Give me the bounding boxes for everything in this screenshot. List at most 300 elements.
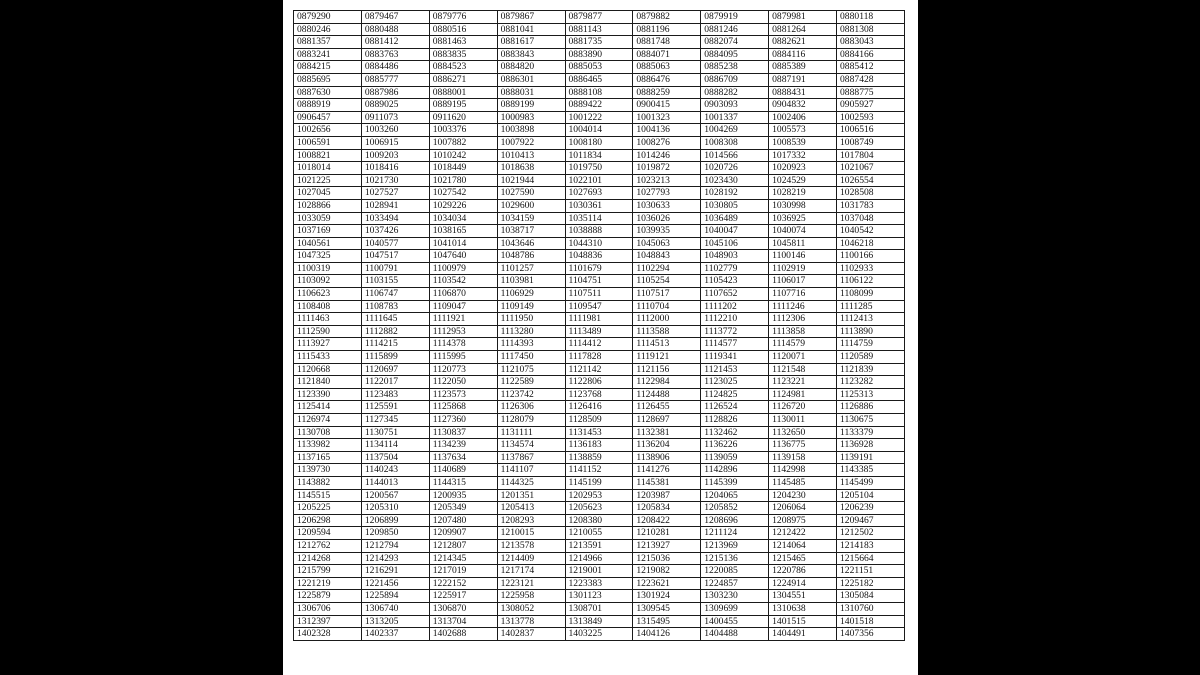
table-cell: 1122589 [497,376,565,389]
table-row [294,602,905,615]
table-cell: 1123768 [565,388,633,401]
table-cell: 0883043 [837,36,905,49]
table-cell: 1018014 [294,162,362,175]
table-cell: 1145399 [701,476,769,489]
table-row [294,162,905,175]
table-cell: 0889195 [429,99,497,112]
table-cell: 1124488 [633,388,701,401]
table-cell: 1213927 [633,539,701,552]
table-cell: 1134574 [497,439,565,452]
table-cell: 1205349 [429,502,497,515]
table-cell: 1223121 [497,577,565,590]
table-cell: 1130837 [429,426,497,439]
table-cell: 1117450 [497,351,565,364]
table-cell: 1121839 [837,363,905,376]
table-cell: 1130708 [294,426,362,439]
table-cell: 1047325 [294,250,362,263]
table-cell: 0883241 [294,48,362,61]
table-cell: 1213969 [701,539,769,552]
table-cell: 0886465 [565,73,633,86]
table-cell: 1114759 [837,338,905,351]
table-cell: 1105423 [701,275,769,288]
table-cell: 1140243 [361,464,429,477]
table-cell: 1048903 [701,250,769,263]
table-cell: 1217019 [429,565,497,578]
table-cell: 0879882 [633,11,701,24]
table-cell: 0885063 [633,61,701,74]
table-row [294,250,905,263]
table-cell: 1037426 [361,225,429,238]
table-row [294,426,905,439]
table-cell: 1139730 [294,464,362,477]
table-cell: 1401518 [837,615,905,628]
table-cell: 1144013 [361,476,429,489]
table-row [294,565,905,578]
table-cell: 0885053 [565,61,633,74]
table-cell: 1027542 [429,187,497,200]
table-cell: 1044310 [565,237,633,250]
table-cell: 1101257 [497,262,565,275]
table-cell: 1211124 [701,527,769,540]
table-cell: 1132462 [701,426,769,439]
table-cell: 1103542 [429,275,497,288]
table-cell: 1137504 [361,451,429,464]
table-cell: 1029226 [429,199,497,212]
table-cell: 1004014 [565,124,633,137]
table-cell: 1312397 [294,615,362,628]
table-cell: 0881041 [497,23,565,36]
table-cell: 1400455 [701,615,769,628]
table-cell: 0889422 [565,99,633,112]
table-cell: 1207480 [429,514,497,527]
table-cell: 1132650 [769,426,837,439]
table-cell: 1114579 [769,338,837,351]
table-cell: 1028508 [837,187,905,200]
table-cell: 1103981 [497,275,565,288]
table-row [294,86,905,99]
table-cell: 1112306 [769,313,837,326]
table-cell: 1018416 [361,162,429,175]
table-cell: 1038717 [497,225,565,238]
table-cell: 1133379 [837,426,905,439]
table-row [294,502,905,515]
table-row [294,376,905,389]
table-cell: 1205852 [701,502,769,515]
table-cell: 1220786 [769,565,837,578]
table-cell: 1035114 [565,212,633,225]
table-cell: 1113772 [701,325,769,338]
table-cell: 1114393 [497,338,565,351]
table-cell: 0903093 [701,99,769,112]
table-cell: 1219001 [565,565,633,578]
table-row [294,451,905,464]
table-cell: 1109047 [429,300,497,313]
table-cell: 1111950 [497,313,565,326]
table-cell: 1112590 [294,325,362,338]
table-cell: 0881308 [837,23,905,36]
table-row [294,124,905,137]
table-cell: 1126306 [497,401,565,414]
table-cell: 0880118 [837,11,905,24]
table-cell: 1010242 [429,149,497,162]
table-cell: 0884215 [294,61,362,74]
table-cell: 1104751 [565,275,633,288]
table-cell: 1020923 [769,162,837,175]
table-cell: 1212807 [429,539,497,552]
table-cell: 1021780 [429,174,497,187]
table-cell: 1142896 [701,464,769,477]
table-cell: 1034159 [497,212,565,225]
table-cell: 0885695 [294,73,362,86]
table-cell: 0881463 [429,36,497,49]
table-cell: 0887191 [769,73,837,86]
table-cell: 1122050 [429,376,497,389]
table-cell: 1402688 [429,628,497,641]
table-cell: 1106747 [361,288,429,301]
table-cell: 1107517 [633,288,701,301]
table-cell: 1126974 [294,414,362,427]
table-cell: 1028941 [361,199,429,212]
table-cell: 1136183 [565,439,633,452]
table-cell: 1048836 [565,250,633,263]
table-cell: 0881143 [565,23,633,36]
table-cell: 0885777 [361,73,429,86]
table-cell: 1027045 [294,187,362,200]
table-cell: 1102294 [633,262,701,275]
table-cell: 1222152 [429,577,497,590]
table-cell: 1137634 [429,451,497,464]
table-cell: 1200567 [361,489,429,502]
table-cell: 1209467 [837,514,905,527]
table-cell: 1221151 [837,565,905,578]
table-cell: 0888001 [429,86,497,99]
table-cell: 1034034 [429,212,497,225]
table-cell: 1205310 [361,502,429,515]
table-cell: 0885238 [701,61,769,74]
table-cell: 1134239 [429,439,497,452]
table-cell: 1001323 [633,111,701,124]
table-cell: 1047517 [361,250,429,263]
table-cell: 1126720 [769,401,837,414]
table-cell: 1208293 [497,514,565,527]
table-cell: 1137165 [294,451,362,464]
table-row [294,414,905,427]
table-cell: 1126524 [701,401,769,414]
table-cell: 0886301 [497,73,565,86]
table-cell: 1121142 [565,363,633,376]
table-cell: 1143882 [294,476,362,489]
table-row [294,577,905,590]
table-cell: 1009203 [361,149,429,162]
table-cell: 1210281 [633,527,701,540]
table-cell: 1122806 [565,376,633,389]
table-cell: 1404126 [633,628,701,641]
table-cell: 1205623 [565,502,633,515]
table-cell: 1114215 [361,338,429,351]
table-cell: 1106017 [769,275,837,288]
table-cell: 1102919 [769,262,837,275]
table-row [294,73,905,86]
table-cell: 1225958 [497,590,565,603]
table-cell: 1215664 [837,552,905,565]
table-cell: 1205834 [633,502,701,515]
table-row [294,23,905,36]
table-cell: 1111921 [429,313,497,326]
table-cell: 1120071 [769,351,837,364]
table-cell: 0888431 [769,86,837,99]
table-cell: 1402328 [294,628,362,641]
table-cell: 0879867 [497,11,565,24]
table-cell: 1140689 [429,464,497,477]
table-cell: 1308052 [497,602,565,615]
table-cell: 0879467 [361,11,429,24]
table-cell: 1124981 [769,388,837,401]
table-cell: 1127345 [361,414,429,427]
table-cell: 1107511 [565,288,633,301]
table-row [294,325,905,338]
table-cell: 0881246 [701,23,769,36]
table-cell: 1113927 [294,338,362,351]
table-cell: 0906457 [294,111,362,124]
table-cell: 1108099 [837,288,905,301]
table-cell: 1132381 [633,426,701,439]
table-cell: 1303230 [701,590,769,603]
table-row [294,11,905,24]
table-cell: 1014566 [701,149,769,162]
table-cell: 1018449 [429,162,497,175]
table-cell: 0880246 [294,23,362,36]
table-cell: 1113890 [837,325,905,338]
table-cell: 1114378 [429,338,497,351]
table-cell: 1310760 [837,602,905,615]
table-cell: 1136775 [769,439,837,452]
table-cell: 1018638 [497,162,565,175]
table-cell: 0884095 [701,48,769,61]
table-cell: 1027590 [497,187,565,200]
table-cell: 0879981 [769,11,837,24]
table-cell: 1212502 [837,527,905,540]
table-cell: 1131111 [497,426,565,439]
table-cell: 1114412 [565,338,633,351]
table-cell: 1124825 [701,388,769,401]
table-cell: 1313205 [361,615,429,628]
table-cell: 1117828 [565,351,633,364]
table-cell: 1133982 [294,439,362,452]
table-cell: 1038888 [565,225,633,238]
table-cell: 1125313 [837,388,905,401]
table-cell: 1145499 [837,476,905,489]
table-cell: 0887986 [361,86,429,99]
table-cell: 0884820 [497,61,565,74]
table-cell: 1001337 [701,111,769,124]
table-cell: 1223621 [633,577,701,590]
table-row [294,351,905,364]
table-cell: 1208422 [633,514,701,527]
table-cell: 1100979 [429,262,497,275]
table-cell: 1212794 [361,539,429,552]
table-cell: 1119341 [701,351,769,364]
table-cell: 1100791 [361,262,429,275]
table-cell: 1036026 [633,212,701,225]
table-cell: 1210055 [565,527,633,540]
table-cell: 1204230 [769,489,837,502]
table-cell: 1139158 [769,451,837,464]
table-cell: 0886271 [429,73,497,86]
table-cell: 1304551 [769,590,837,603]
table-cell: 1402337 [361,628,429,641]
table-cell: 1138906 [633,451,701,464]
table-cell: 1024529 [769,174,837,187]
table-cell: 1107716 [769,288,837,301]
table-cell: 1121840 [294,376,362,389]
table-cell: 1004269 [701,124,769,137]
table-cell: 1125868 [429,401,497,414]
table-cell: 1036489 [701,212,769,225]
table-cell: 1040047 [701,225,769,238]
table-cell: 1208380 [565,514,633,527]
table-cell: 1309545 [633,602,701,615]
table-row [294,212,905,225]
table-cell: 0884071 [633,48,701,61]
table-row [294,539,905,552]
table-cell: 1111285 [837,300,905,313]
table-cell: 1023213 [633,174,701,187]
table-cell: 1002593 [837,111,905,124]
table-cell: 1113489 [565,325,633,338]
table-cell: 1225894 [361,590,429,603]
table-cell: 1127360 [429,414,497,427]
table-cell: 1112953 [429,325,497,338]
table-cell: 1205225 [294,502,362,515]
roll-number-table-body [294,11,905,641]
table-row [294,288,905,301]
table-row [294,174,905,187]
table-cell: 1210015 [497,527,565,540]
table-cell: 1123483 [361,388,429,401]
table-cell: 1028866 [294,199,362,212]
table-cell: 1306706 [294,602,362,615]
table-cell: 1206899 [361,514,429,527]
table-cell: 1125414 [294,401,362,414]
table-cell: 1131453 [565,426,633,439]
table-cell: 1223383 [565,577,633,590]
table-row [294,99,905,112]
table-cell: 0879290 [294,11,362,24]
table-row [294,527,905,540]
table-cell: 1112000 [633,313,701,326]
table-cell: 1113588 [633,325,701,338]
table-cell: 1123025 [701,376,769,389]
table-cell: 0887428 [837,73,905,86]
table-cell: 1111981 [565,313,633,326]
table-cell: 1214409 [497,552,565,565]
table-cell: 1027793 [633,187,701,200]
table-row [294,464,905,477]
table-cell: 1137867 [497,451,565,464]
table-cell: 1030633 [633,199,701,212]
table-cell: 1027527 [361,187,429,200]
table-row [294,514,905,527]
table-cell: 0888282 [701,86,769,99]
table-cell: 0883835 [429,48,497,61]
table-row [294,199,905,212]
table-cell: 1106122 [837,275,905,288]
table-cell: 0911073 [361,111,429,124]
table-cell: 1402837 [497,628,565,641]
table-cell: 1138859 [565,451,633,464]
table-cell: 1202953 [565,489,633,502]
table-cell: 0881357 [294,36,362,49]
table-cell: 1224857 [701,577,769,590]
table-cell: 1214966 [565,552,633,565]
table-cell: 1103092 [294,275,362,288]
table-cell: 1115433 [294,351,362,364]
table-cell: 1030805 [701,199,769,212]
table-cell: 1309699 [701,602,769,615]
table-cell: 1220085 [701,565,769,578]
table-cell: 1107652 [701,288,769,301]
table-cell: 1008821 [294,149,362,162]
table-cell: 1000983 [497,111,565,124]
table-cell: 1038165 [429,225,497,238]
table-cell: 1142998 [769,464,837,477]
table-cell: 1214183 [837,539,905,552]
table-row [294,628,905,641]
table-cell: 0882621 [769,36,837,49]
table-cell: 1019750 [565,162,633,175]
table-row [294,401,905,414]
table-cell: 1128079 [497,414,565,427]
table-cell: 1031783 [837,199,905,212]
table-row [294,237,905,250]
table-cell: 0900415 [633,99,701,112]
table-cell: 1214293 [361,552,429,565]
table-cell: 1111202 [701,300,769,313]
table-cell: 1102933 [837,262,905,275]
table-row [294,48,905,61]
table-cell: 1121548 [769,363,837,376]
table-cell: 1111246 [769,300,837,313]
table-cell: 1111463 [294,313,362,326]
table-cell: 1037169 [294,225,362,238]
table-cell: 1120668 [294,363,362,376]
table-cell: 1008539 [769,136,837,149]
table-cell: 1130011 [769,414,837,427]
table-cell: 1048786 [497,250,565,263]
table-cell: 1128509 [565,414,633,427]
table-cell: 1401515 [769,615,837,628]
table-cell: 1112413 [837,313,905,326]
table-cell: 1145199 [565,476,633,489]
table-cell: 1214345 [429,552,497,565]
table-cell: 1030361 [565,199,633,212]
table-cell: 1122984 [633,376,701,389]
table-cell: 1315495 [633,615,701,628]
table-cell: 1101679 [565,262,633,275]
table-cell: 1123390 [294,388,362,401]
table-cell: 0879776 [429,11,497,24]
table-cell: 1100146 [769,250,837,263]
table-cell: 1306870 [429,602,497,615]
table-row [294,187,905,200]
table-cell: 1204065 [701,489,769,502]
table-cell: 1113858 [769,325,837,338]
table-cell: 1108783 [361,300,429,313]
table-cell: 1026554 [837,174,905,187]
table-row [294,363,905,376]
table-row [294,225,905,238]
table-cell: 0888919 [294,99,362,112]
